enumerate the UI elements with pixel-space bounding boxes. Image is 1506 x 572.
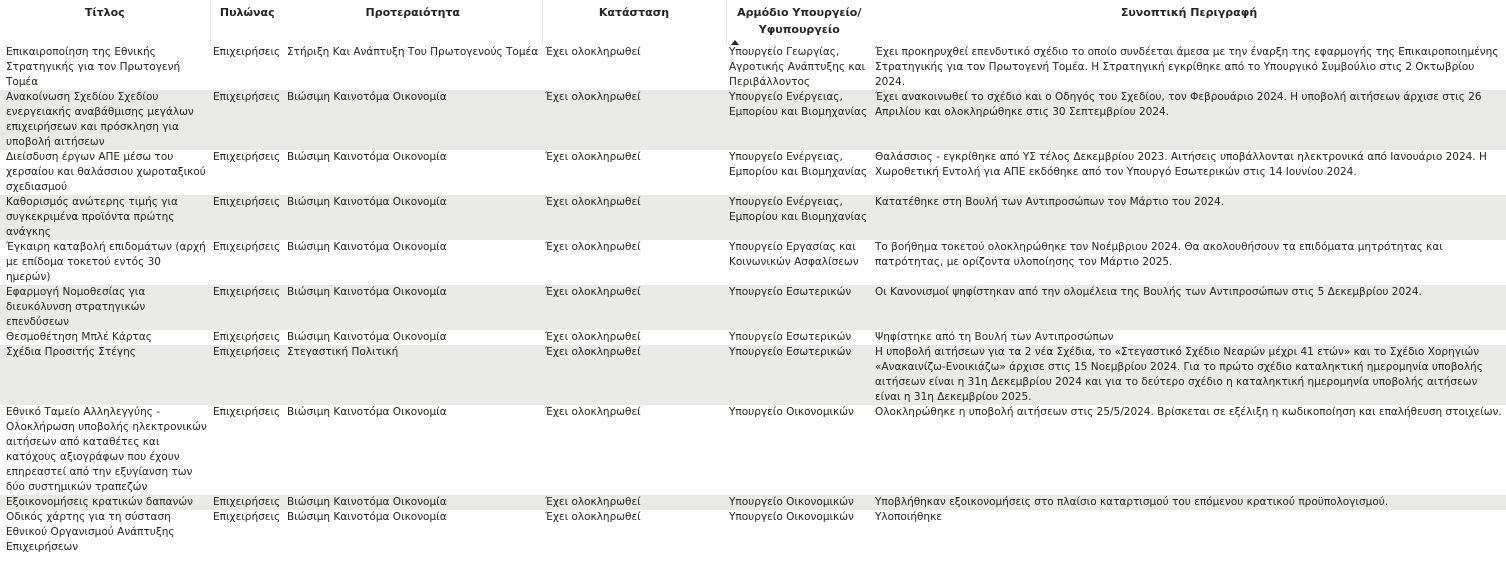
cell-ministry: Υπουργείο Ενέργειας, Εμπορίου και Βιομηχανίας [726, 195, 872, 240]
cell-description: Οι Κανονισμοί ψηφίστηκαν από την ολομέλεια της Βουλής των Αντιπροσώπων στις 5 Δεκεμβρίου 2024. [872, 285, 1506, 330]
cell-pillar: Επιχειρήσεις [210, 90, 284, 150]
cell-title: Έγκαιρη καταβολή επιδομάτων (αρχή με επίδομα τοκετού εντός 30 ημερών) [0, 240, 210, 285]
cell-title: Διείσδυση έργων ΑΠΕ μέσω του χερσαίου και θαλάσσιου χωροταξικού σχεδιασμού [0, 150, 210, 195]
cell-ministry: Υπουργείο Εσωτερικών [726, 345, 872, 405]
header-row [0, 0, 1506, 45]
column-header-pillar[interactable]: Πυλώνας [219, 6, 275, 19]
cell-priority: Βιώσιμη Καινοτόμα Οικονομία [284, 240, 542, 285]
table-row[interactable] [0, 330, 1506, 345]
cell-description: Ολοκληρώθηκε η υποβολή αιτήσεων στις 25/5/2024. Βρίσκεται σε εξέλιξη η κωδικοποίηση και επαλήθευση στοιχείων. [872, 405, 1506, 495]
cell-priority: Βιώσιμη Καινοτόμα Οικονομία [284, 330, 542, 345]
cell-status: Έχει ολοκληρωθεί [542, 405, 726, 495]
cell-priority: Βιώσιμη Καινοτόμα Οικονομία [284, 150, 542, 195]
cell-pillar: Επιχειρήσεις [210, 150, 284, 195]
column-header-title[interactable]: Τίτλος [0, 0, 210, 45]
cell-pillar: Επιχειρήσεις [210, 345, 284, 405]
cell-ministry: Υπουργείο Οικονομικών [726, 510, 872, 555]
cell-description: Ψηφίστηκε από τη Βουλή των Αντιπροσώπων [872, 330, 1506, 345]
column-header-ministry[interactable] [726, 0, 872, 45]
cell-ministry: Υπουργείο Ενέργειας, Εμπορίου και Βιομηχανίας [726, 150, 872, 195]
cell-priority: Βιώσιμη Καινοτόμα Οικονομία [284, 195, 542, 240]
cell-description: Η υποβολή αιτήσεων για τα 2 νέα Σχέδια, το «Στεγαστικό Σχέδιο Νεαρών μέχρι 41 ετών» και το Σχέδιο Χορηγιών «Ανακαινίζω-Ενοικιάζω» άρχισε στις 15 Νοεμβρίου 2024. Για το πρώτο σχέδιο καταληκτική ημερομηνία υποβολής αιτήσεων είναι η 31η Δεκεμβρίου 2024 και για το δεύτερο σχέδιο η καταληκτική ημερομηνία υποβολής αιτήσεων είναι η 31η Δεκεμβρίου 2025. [872, 345, 1506, 405]
cell-description: Υποβλήθηκαν εξοικονομήσεις στο πλαίσιο καταρτισμού του επόμενου κρατικού προϋπολογισμού. [872, 495, 1506, 510]
cell-pillar: Επιχειρήσεις [210, 510, 284, 555]
cell-description: Θαλάσσιος - εγκρίθηκε από ΥΣ τέλος Δεκεμβρίου 2023. Αιτήσεις υποβάλλονται ηλεκτρονικά από Ιανουάριο 2024. Η Χωροθετική Εντολή για ΑΠΕ εκδόθηκε από τον Υπουργό Εσωτερικών στις 14 Ιουνίου 2024. [872, 150, 1506, 195]
cell-description: Υλοποιήθηκε [872, 510, 1506, 555]
cell-pillar: Επιχειρήσεις [210, 495, 284, 510]
table-row[interactable] [0, 90, 1506, 150]
cell-title: Επικαιροποίηση της Εθνικής Στρατηγικής για τον Πρωτογενή Τομέα [0, 45, 210, 90]
cell-title: Θεσμοθέτηση Μπλέ Κάρτας [0, 330, 210, 345]
cell-title: Οδικός χάρτης για τη σύσταση Εθνικού Οργανισμού Ανάπτυξης Επιχειρήσεων [0, 510, 210, 555]
cell-ministry: Υπουργείο Εσωτερικών [726, 285, 872, 330]
cell-description: Έχει προκηρυχθεί επενδυτικό σχέδιο το οποίο συνδέεται άμεσα με την έναρξη της εφαρμογής της Επικαιροποιημένης Στρατηγικής για τον Πρωτογενή Τομέα. Η Στρατηγική εγκρίθηκε από το Υπουργικό Συμβούλιο στις 2 Οκτωβρίου 2024. [872, 45, 1506, 90]
cell-pillar: Επιχειρήσεις [210, 285, 284, 330]
table-row[interactable] [0, 240, 1506, 285]
cell-pillar: Επιχειρήσεις [210, 45, 284, 90]
table-row[interactable] [0, 285, 1506, 330]
cell-priority: Βιώσιμη Καινοτόμα Οικονομία [284, 510, 542, 555]
cell-pillar: Επιχειρήσεις [210, 240, 284, 285]
cell-description: Έχει ανακοινωθεί το σχέδιο και ο Οδηγός του Σχεδίου, τον Φεβρουάριο 2024. Η υποβολή αιτήσεων άρχισε στις 26 Απριλίου και ολοκληρώθηκε στις 30 Σεπτεμβρίου 2024. [872, 90, 1506, 150]
cell-priority: Στήριξη Και Ανάπτυξη Του Πρωτογενούς Τομέα [284, 45, 542, 90]
cell-status: Έχει ολοκληρωθεί [542, 150, 726, 195]
cell-status: Έχει ολοκληρωθεί [542, 45, 726, 90]
table-row[interactable] [0, 405, 1506, 495]
cell-title: Εθνικό Ταμείο Αλληλεγγύης - Ολοκλήρωση υποβολής ηλεκτρονικών αιτήσεων από καταθέτες και κατόχους αξιογράφων που έχουν επηρεαστεί από την εξυγίανση των δύο συστημικών τραπεζών [0, 405, 210, 495]
cell-status: Έχει ολοκληρωθεί [542, 510, 726, 555]
table-row[interactable] [0, 150, 1506, 195]
table-body [0, 45, 1506, 555]
cell-ministry: Υπουργείο Γεωργίας, Αγροτικής Ανάπτυξης και Περιβάλλοντος [726, 45, 872, 90]
table-row[interactable] [0, 195, 1506, 240]
cell-status: Έχει ολοκληρωθεί [542, 240, 726, 285]
cell-priority: Βιώσιμη Καινοτόμα Οικονομία [284, 495, 542, 510]
cell-ministry: Υπουργείο Εσωτερικών [726, 330, 872, 345]
cell-status: Έχει ολοκληρωθεί [542, 285, 726, 330]
table-row[interactable] [0, 45, 1506, 90]
cell-title: Καθορισμός ανώτερης τιμής για συγκεκριμένα προϊόντα πρώτης ανάγκης [0, 195, 210, 240]
cell-priority: Βιώσιμη Καινοτόμα Οικονομία [284, 90, 542, 150]
cell-description: Κατατέθηκε στη Βουλή των Αντιπροσώπων τον Μάρτιο του 2024. [872, 195, 1506, 240]
cell-pillar: Επιχειρήσεις [210, 405, 284, 495]
cell-status: Έχει ολοκληρωθεί [542, 345, 726, 405]
column-header-priority[interactable]: Προτεραιότητα [284, 0, 542, 45]
cell-ministry: Υπουργείο Οικονομικών [726, 405, 872, 495]
cell-priority: Βιώσιμη Καινοτόμα Οικονομία [284, 285, 542, 330]
cell-status: Έχει ολοκληρωθεί [542, 90, 726, 150]
cell-status: Έχει ολοκληρωθεί [542, 330, 726, 345]
cell-description: Το βοήθημα τοκετού ολοκληρώθηκε τον Νοέμβριου 2024. Θα ακολουθήσουν τα επιδόματα μητρότητας και πατρότητας, με ορίζοντα υλοποίησης τον Μάρτιο 2025. [872, 240, 1506, 285]
cell-status: Έχει ολοκληρωθεί [542, 495, 726, 510]
column-header-status[interactable]: Κατάσταση [542, 0, 726, 45]
column-header-description[interactable]: Συνοπτική Περιγραφή [1120, 6, 1258, 19]
table-row[interactable] [0, 345, 1506, 405]
table-row[interactable] [0, 510, 1506, 555]
cell-title: Εξοικονομήσεις κρατικών δαπανών [0, 495, 210, 510]
cell-title: Σχέδια Προσιτής Στέγης [0, 345, 210, 405]
cell-status: Έχει ολοκληρωθεί [542, 195, 726, 240]
table-row[interactable] [0, 495, 1506, 510]
column-header-ministry-label: Αρμόδιο Υπουργείο/ Υφυπουργείο [737, 6, 862, 36]
cell-ministry: Υπουργείο Οικονομικών [726, 495, 872, 510]
cell-ministry: Υπουργείο Εργασίας και Κοινωνικών Ασφαλίσεων [726, 240, 872, 285]
cell-priority: Στεγαστική Πολιτική [284, 345, 542, 405]
cell-title: Ανακοίνωση Σχεδίου Σχεδίου ενεργειακής αναβάθμισης μεγάλων επιχειρήσεων και πρόσκληση για υποβολή αιτήσεων [0, 90, 210, 150]
cell-ministry: Υπουργείο Ενέργειας, Εμπορίου και Βιομηχανίας [726, 90, 872, 150]
cell-pillar: Επιχειρήσεις [210, 330, 284, 345]
cell-pillar: Επιχειρήσεις [210, 195, 284, 240]
cell-priority: Βιώσιμη Καινοτόμα Οικονομία [284, 405, 542, 495]
cell-title: Εφαρμογή Νομοθεσίας για διευκόλυνση στρατηγικών επενδύσεων [0, 285, 210, 330]
